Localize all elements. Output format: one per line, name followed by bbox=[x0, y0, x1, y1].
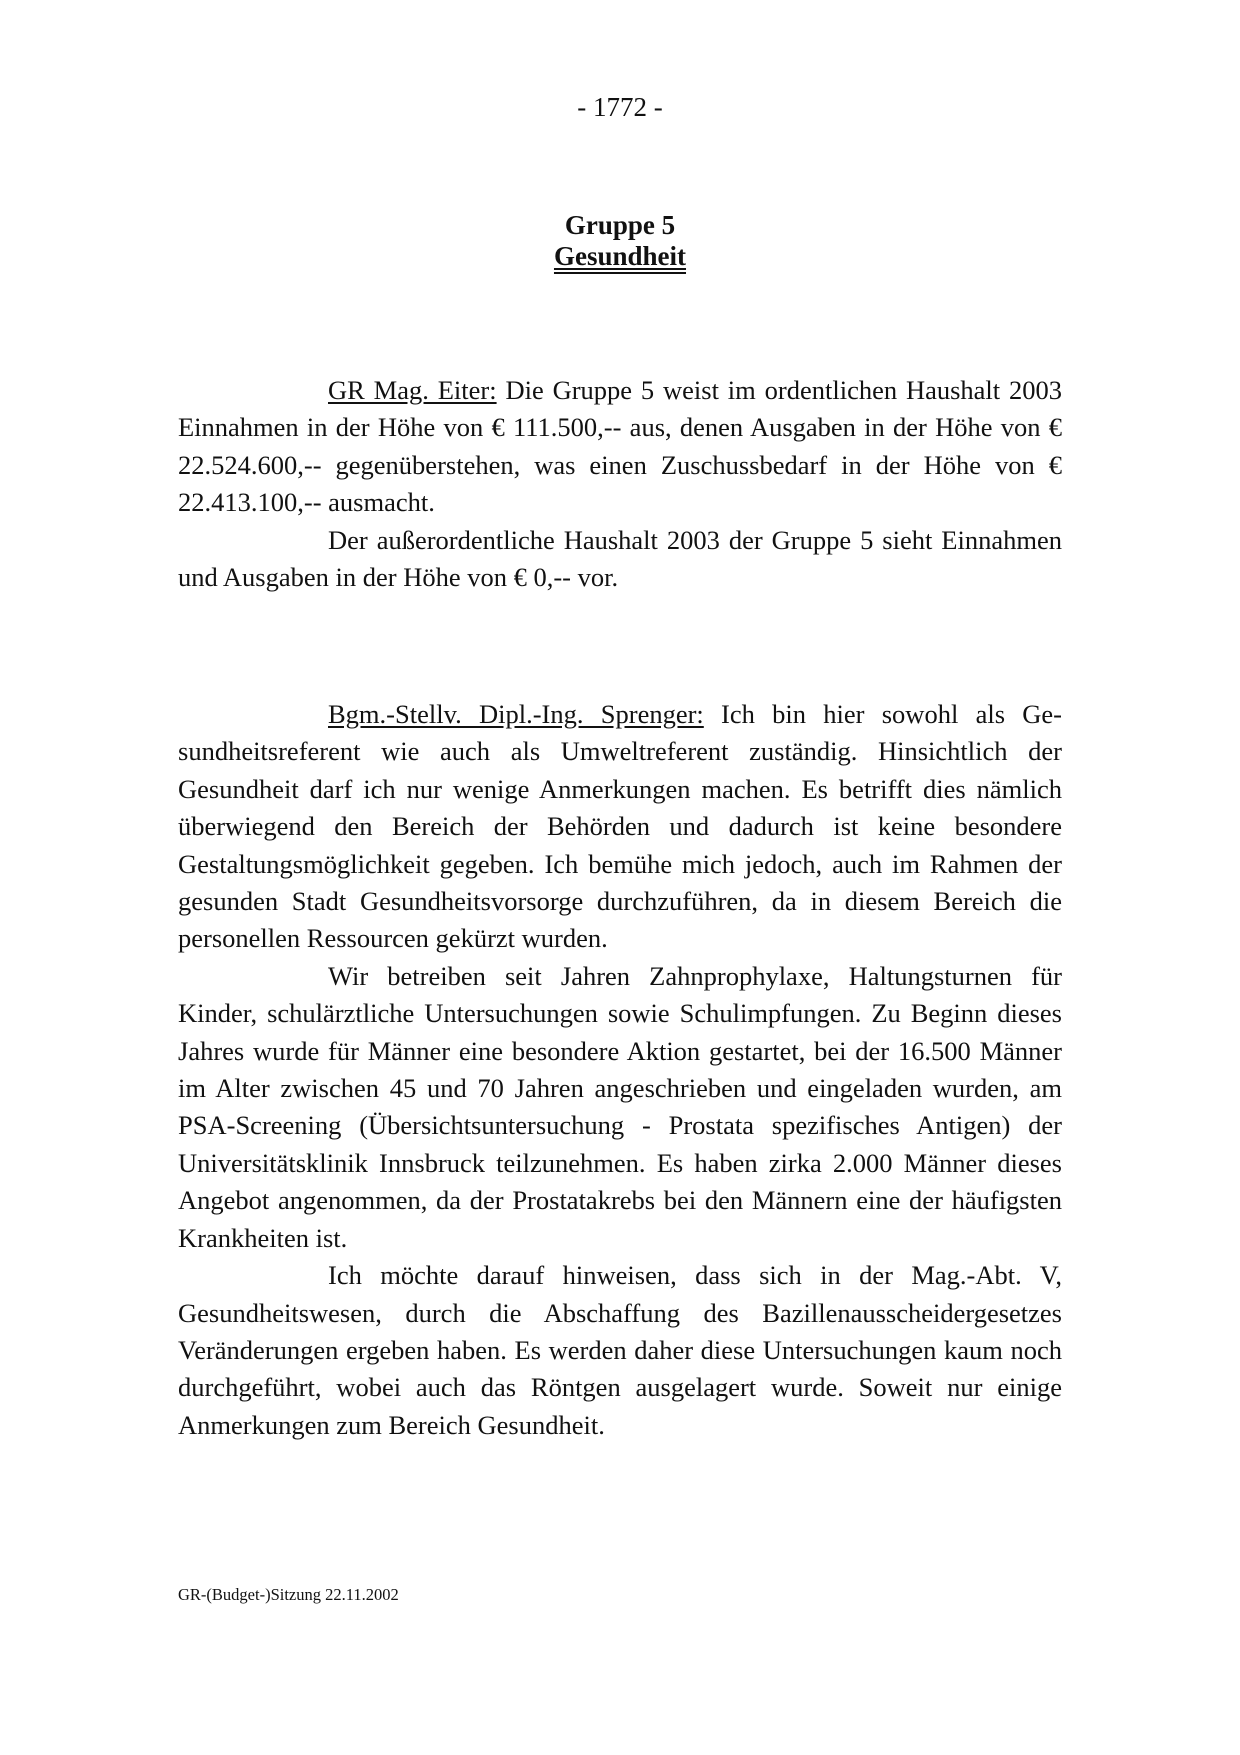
speech-paragraph bbox=[178, 696, 1062, 958]
speech-paragraph: Der außerordentliche Haushalt 2003 der Gruppe 5 sieht Einnahmen und Ausgaben in der Höhe von € 0,-- vor. bbox=[178, 524, 1062, 593]
speech-paragraph: Ich möchte darauf hinweisen, dass sich in der Mag.-Abt. V, Gesundheitswesen, durch die Abschaffung des Bazillenausscheidergesetzes Veränderungen ergeben haben. Es werden daher diese Untersuchungen kaum noch durchgeführt, wobei auch das Röntgen ausgelagert wurde. Soweit nur einige Anmerkungen zum Bereich Gesundheit. bbox=[178, 1260, 1062, 1440]
speech-paragraph bbox=[178, 372, 1062, 522]
page-footer: GR-(Budget-)Sitzung 22.11.2002 bbox=[178, 1585, 399, 1604]
heading-title: Gruppe 5 bbox=[564, 210, 676, 240]
speaker-name: Bgm.-Stellv. Dipl.-Ing. Sprenger: bbox=[328, 699, 704, 729]
section-heading bbox=[0, 210, 1240, 272]
heading-subtitle: Gesundheit bbox=[553, 241, 687, 271]
speech-eiter bbox=[178, 372, 1062, 596]
paragraph-text: Ich bin hier sowohl als Gesundheitsreferent wie auch als Umweltreferent zuständig. Hinsichtlich der Gesundheit darf ich nur wenige Anmerkungen machen. Es betrifft dies nämlich überwiegend den Bereich der Behörden und dadurch ist keine besondere Gestaltungsmöglichkeit gegeben. Ich bemühe mich jedoch, auch im Rahmen der gesunden Stadt Gesundheitsvorsorge durchzuführen, da in diesem Bereich die personellen Ressourcen gekürzt wurden. bbox=[178, 699, 1062, 954]
speech-sprenger bbox=[178, 696, 1062, 1444]
page-number: - 1772 - bbox=[577, 92, 663, 122]
speaker-name: GR Mag. Eiter: bbox=[328, 375, 497, 405]
paragraph-text: Die Gruppe 5 weist im ordentlichen Haushalt 2003 Einnahmen in der Höhe von € 111.500,-- aus, denen Ausgaben in der Höhe von € 22.524.600,-- gegenüberstehen, was einen Zuschussbedarf in der Höhe von € 22.413.100,-- ausmacht. bbox=[178, 375, 1063, 518]
speech-paragraph: Wir betreiben seit Jahren Zahnprophylaxe, Haltungsturnen für Kinder, schulärztliche Untersuchungen sowie Schulimpfungen. Zu Beginn dieses Jahres wurde für Männer eine besondere Aktion gestartet, bei der 16.500 Männer im Alter zwischen 45 und 70 Jahren angeschrieben und eingeladen wurden, am PSA-Screening (Übersichtsuntersuchung - Prostata spezifisches Antigen) der Universitätsklinik Innsbruck teilzunehmen. Es haben zirka 2.000 Männer dieses Angebot angenommen, da der Prostatakrebs bei den Männern eine der häufigsten Krankheiten ist. bbox=[178, 960, 1062, 1253]
